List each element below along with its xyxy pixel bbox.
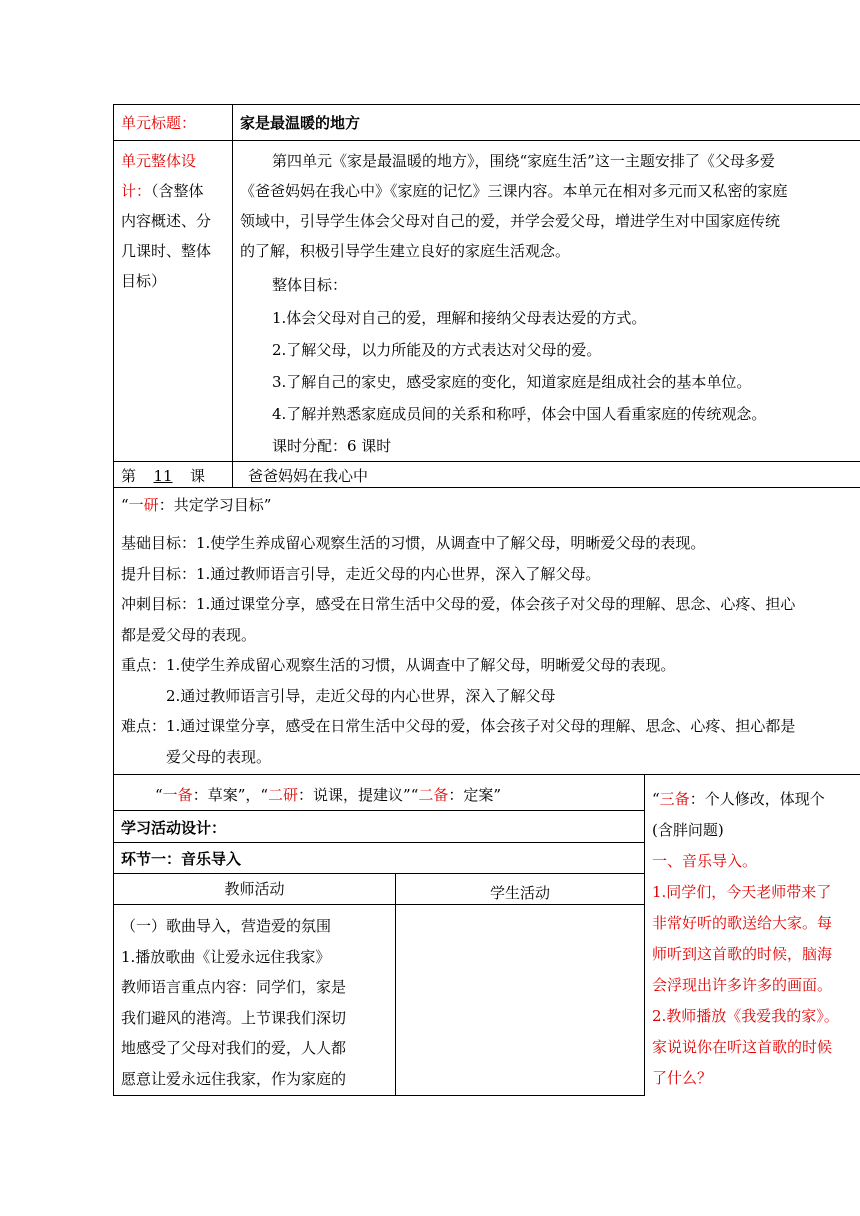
right-line: 1.同学们，今天老师带来了 [652, 883, 832, 901]
border [113, 487, 860, 488]
research-line: 重点：1.使学生养成留心观察生活的习惯，从调查中了解父母，明晰爱父母的表现。 [121, 656, 676, 674]
unit-title-value: 家是最温暖的地方 [240, 114, 361, 132]
intro-line: 第四单元《家是最温暖的地方》，围绕“家庭生活”这一主题安排了《父母多爱 [272, 152, 775, 170]
student-header: 学生活动 [489, 884, 550, 902]
goal-item: 1.体会父母对自己的爱，理解和接纳父母表达爱的方式。 [272, 309, 647, 327]
lesson-number: 11 [153, 467, 173, 485]
teacher-line: 教师语言重点内容：同学们，家是 [121, 978, 347, 996]
unit-title-label: 单元标题： [121, 114, 197, 132]
intro-line: 的了解，积极引导学生建立良好的家庭生活观念。 [240, 242, 571, 260]
border [113, 104, 114, 1096]
teacher-header: 教师活动 [224, 880, 285, 898]
border [113, 1095, 645, 1096]
research-body [121, 528, 860, 772]
teacher-line: 地感受了父母对我们的爱，人人都 [121, 1039, 347, 1057]
goal-item: 3.了解自己的家史，感受家庭的变化，知道家庭是组成社会的基本单位。 [272, 373, 752, 391]
research-line: 冲刺目标：1.通过课堂分享，感受在日常生活中父母的爱，体会孩子对父母的理解、思念、心疼、担心 [121, 595, 796, 613]
prep-yibei: 一备 [162, 786, 193, 804]
research-line: 爱父母的表现。 [121, 747, 272, 766]
goal-item: 2.了解父母，以力所能及的方式表达对父母的爱。 [272, 341, 602, 359]
unit-intro [240, 146, 860, 462]
border [113, 873, 645, 874]
activity-design-title: 学习活动设计： [121, 819, 227, 837]
border [113, 810, 645, 811]
right-line: 会浮现出许多许多的画面。 [652, 976, 833, 994]
right-line: 家说说你在听这首歌的时候 [652, 1038, 833, 1056]
border [113, 140, 860, 141]
lesson-prefix: 第 [121, 467, 137, 485]
lesson-number-row [121, 466, 205, 486]
border [113, 904, 645, 905]
intro-line: 《爸爸妈妈在我心中》《家庭的记忆》三课内容。本单元在相对多元而又私密的家庭 [240, 182, 788, 200]
right-line: 2.教师播放《我爱我的家》。 [652, 1007, 839, 1025]
right-line: 了什么？ [652, 1069, 713, 1087]
teacher-activity [121, 911, 393, 1094]
research-line: 都是爱父母的表现。 [121, 625, 257, 644]
prep-erbei: 二备 [418, 786, 449, 804]
goal-item: 4.了解并熟悉家庭成员间的关系和称呼，体会中国人看重家庭的传统观念。 [272, 405, 767, 423]
sanbei-heading: “三备：个人修改，体现个 [652, 790, 825, 808]
periods: 课时分配：6 课时 [272, 437, 392, 455]
border [644, 774, 645, 1096]
lesson-suffix: 课 [190, 467, 206, 485]
border [232, 104, 233, 487]
teacher-line: 我们避风的港湾。上节课我们深切 [121, 1008, 347, 1027]
teacher-line: （一）歌曲导入，营造爱的氛围 [121, 917, 332, 935]
research-line: 2.通过教师语言引导，走近父母的内心世界，深入了解父母 [121, 686, 556, 705]
unit-design-label: 单元整体设 计：（含整体 内容概述、分 几课时、整体 目标） [121, 152, 212, 290]
goals-title: 整体目标： [272, 276, 348, 294]
research-heading: “一研：共定学习目标” [121, 496, 272, 514]
teacher-line: 1.播放歌曲《让爱永远住我家》 [121, 947, 331, 966]
research-heading-red: 一研 [128, 496, 159, 514]
research-line: 提升目标：1.通过教师语言引导，走近父母的内心世界，深入了解父母。 [121, 564, 601, 583]
section-title: 环节一：音乐导入 [121, 850, 242, 868]
research-line: 难点：1.通过课堂分享，感受在日常生活中父母的爱，体会孩子对父母的理解、思念、心疼、担心都是 [121, 717, 796, 735]
prep-heading: “一备：草案”，“二研：说课，提建议”“二备：定案” [155, 786, 502, 804]
right-line: 师听到这首歌的时候，脑海 [652, 945, 833, 963]
sanbei-note: (含胖问题) [652, 821, 724, 839]
lesson-title: 爸爸妈妈在我心中 [248, 467, 369, 485]
research-line: 基础目标：1.使学生养成留心观察生活的习惯，从调查中了解父母，明晰爱父母的表现。 [121, 534, 706, 552]
sanbei-column [652, 784, 860, 1094]
intro-line: 领域中，引导学生体会父母对自己的爱，并学会爱父母，增进学生对中国家庭传统 [240, 212, 781, 230]
prep-eryan: 二研 [268, 786, 299, 804]
border [113, 774, 860, 775]
border [113, 104, 860, 105]
right-line: 非常好听的歌送给大家。每 [652, 914, 833, 932]
border [113, 842, 645, 843]
border [395, 873, 396, 1096]
right-line: 一、音乐导入。 [652, 852, 758, 870]
teacher-line: 愿意让爱永远住我家，作为家庭的 [121, 1069, 347, 1088]
